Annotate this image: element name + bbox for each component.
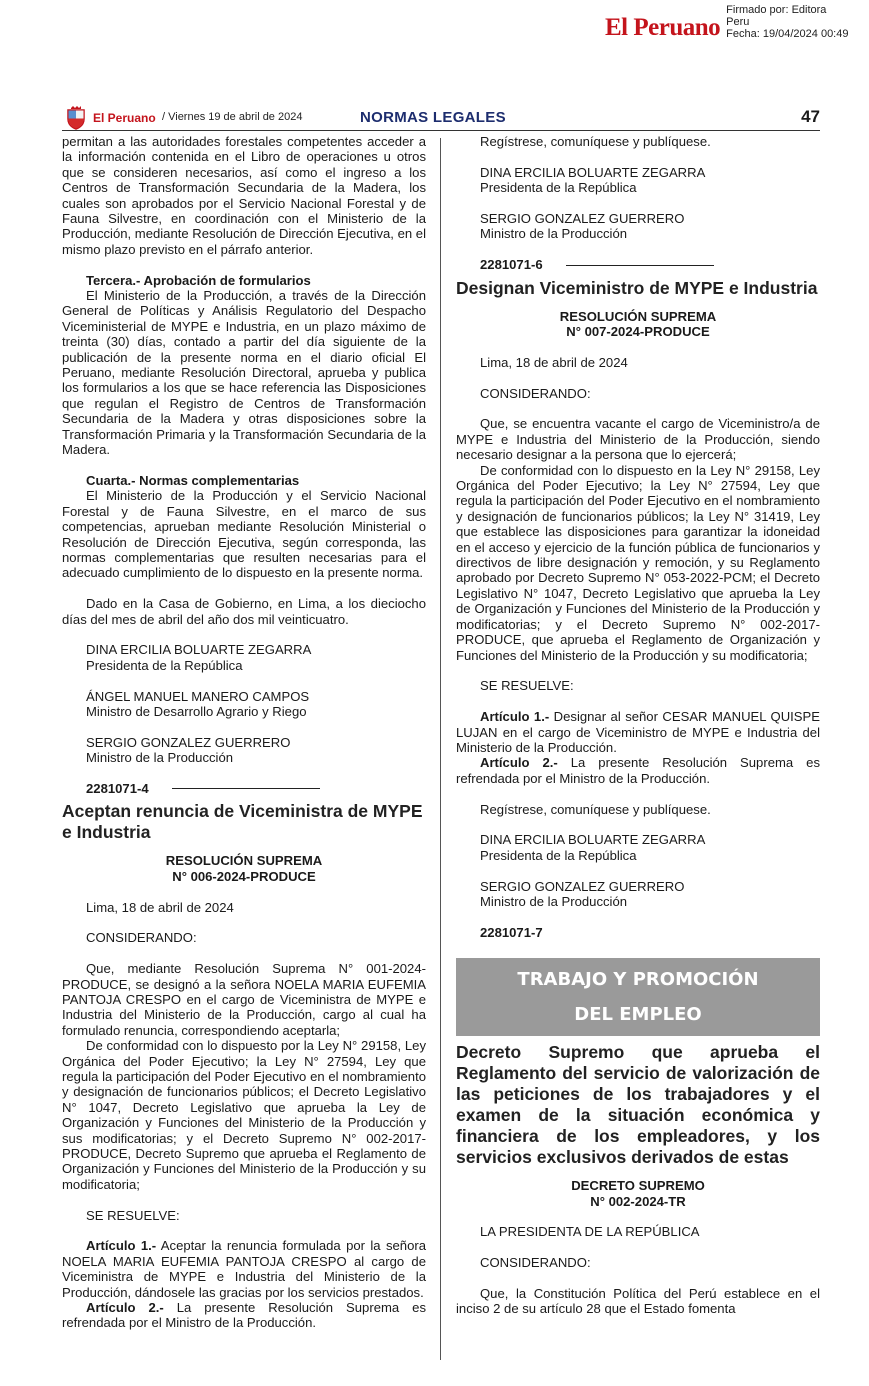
resuelve-label: SE RESUELVE: xyxy=(480,678,574,694)
header-brand: El Peruano xyxy=(93,111,156,125)
considerando-label: CONSIDERANDO: xyxy=(480,385,591,401)
paragraph: permitan a las autoridades forestales competentes acceder a la información contenida en el Libro de operaciones u otros que se consideren necesarios, así como el ingreso a los Centros de Transformación Secundaria de la Madera, los cuales son aprobados por el Servicio Nacional Forestal y de Fauna Silvestre, en coordinación con el Ministerio de la Producción, mediante Resolución de Dirección Ejecutiva, en el mismo plazo previsto en el párrafo anterior. xyxy=(62,134,426,257)
signatory-name: DINA ERCILIA BOLUARTE ZEGARRA xyxy=(480,164,706,180)
signature-line-1: Firmado por: Editora xyxy=(726,4,827,16)
article-text: La presente Resolución Suprema es refrendada por el Ministro de la Producción. xyxy=(62,1300,426,1331)
article-title: Designan Viceministro de MYPE e Industria xyxy=(456,277,818,298)
column-divider xyxy=(440,138,441,1360)
paragraph: De conformidad con lo dispuesto por la Ley N° 29158, Ley Orgánica del Poder Ejecutivo; la Ley N° 27594, Ley que regula la participación del Poder Ejecutivo en el nombramiento y designación de funcionarios públicos; el Decreto Legislativo N° 1047, Decreto Legislativo que aprueba la Ley de Organización y Funciones del Ministerio de la Producción y sus modificatorias; y el Decreto Supremo N° 002-2017-PRODUCE, Decreto Supremo que aprueba el Reglamento de Organización y Funciones del Ministerio de la Producción y su modificatoria; xyxy=(62,1038,426,1192)
coat-of-arms-icon xyxy=(65,106,87,130)
publication-code: 2281071-4 xyxy=(86,780,149,796)
article-title: Aceptan renuncia de Viceministra de MYPE e Industria xyxy=(62,801,423,843)
presidenta-label: LA PRESIDENTA DE LA REPÚBLICA xyxy=(480,1224,700,1240)
section-banner-line: DEL EMPLEO xyxy=(574,1004,702,1026)
decree-label: DECRETO SUPREMO xyxy=(571,1178,705,1194)
publication-code: 2281071-6 xyxy=(480,257,543,273)
signature-line-2: Peru xyxy=(726,16,750,28)
page-number: 47 xyxy=(801,107,820,126)
signatory-name: DINA ERCILIA BOLUARTE ZEGARRA xyxy=(86,642,312,658)
article-label: Artículo 1.- xyxy=(86,1238,157,1254)
header-section-title: NORMAS LEGALES xyxy=(360,109,506,126)
paragraph: El Ministerio de la Producción y el Servicio Nacional Forestal y de Fauna Silvestre, en el marco de sus competencias, aprueban mediante Resolución Ministerial o Resolución de Dirección Ejecutiva, según corresponda, las normas complementarias que resulten necesarias para el adecuado cumplimiento de lo dispuesto en la presente norma. xyxy=(62,488,426,581)
article-text: Designar al señor CESAR MANUEL QUISPE LUJAN en el cargo de Viceministro de MYPE e Industria del Ministerio de la Producción. xyxy=(456,709,820,755)
paragraph: Dado en la Casa de Gobierno, en Lima, a los dieciocho días del mes de abril del año dos mil veinticuatro. xyxy=(62,596,426,627)
header-date: / Viernes 19 de abril de 2024 xyxy=(162,111,303,123)
signatory-name: ÁNGEL MANUEL MANERO CAMPOS xyxy=(86,688,310,704)
closing-formula: Regístrese, comuníquese y publíquese. xyxy=(480,801,711,817)
signatory-role: Presidenta de la República xyxy=(480,847,637,863)
closing-formula: Regístrese, comuníquese y publíquese. xyxy=(480,134,711,149)
resolution-date: Lima, 18 de abril de 2024 xyxy=(480,354,628,370)
signatory-role: Ministro de Desarrollo Agrario y Riego xyxy=(86,703,307,719)
paragraph: El Ministerio de la Producción, a través de la Dirección General de Políticas y Análisis Regulatorio del Despacho Viceministerial de MYPE e Industria, en un plazo máximo de treinta (30) días, contado a partir del día siguiente de la publicación de la presente norma en el diario oficial El Peruano, mediante Resolución Directoral, aprueba y publica los formularios a los que se hace referencia las Disposiciones que regulan el Registro de Centros de Transformación Secundaria de la Madera y otras disposiciones sobre la Transformación Primaria y la Transformación Secundaria de la Madera. xyxy=(62,288,426,458)
resolution-number: N° 006-2024-PRODUCE xyxy=(172,868,316,884)
signatory-name: DINA ERCILIA BOLUARTE ZEGARRA xyxy=(480,832,706,848)
article-label: Artículo 2.- xyxy=(480,755,558,771)
article-paragraph xyxy=(62,1238,426,1300)
article-paragraph xyxy=(62,1300,426,1331)
section-banner xyxy=(456,958,820,1036)
resolution-date: Lima, 18 de abril de 2024 xyxy=(86,899,234,915)
digital-signature-stamp xyxy=(605,4,848,42)
signatory-role: Ministro de la Producción xyxy=(480,226,628,242)
resolution-label: RESOLUCIÓN SUPREMA xyxy=(165,853,323,869)
separator-rule xyxy=(566,265,714,266)
left-column xyxy=(62,134,426,1331)
paragraph: Que, mediante Resolución Suprema N° 001-2024-PRODUCE, se designó a la señora NOELA MARIA EUFEMIA PANTOJA CRESPO en el cargo de Viceministra de MYPE e Industria del Ministerio de la Producción, cargo al cual ha formulado renuncia, correspondiendo aceptarla; xyxy=(62,961,426,1038)
resolution-number: N° 007-2024-PRODUCE xyxy=(566,324,710,340)
signatory-role: Presidenta de la República xyxy=(86,657,243,673)
signatory-role: Ministro de la Producción xyxy=(480,893,628,909)
paragraph: Que, la Constitución Política del Perú establece en el inciso 2 de su artículo 28 que el Estado fomenta xyxy=(456,1285,820,1317)
provision-heading: Cuarta.- Normas complementarias xyxy=(86,472,300,488)
resuelve-label: SE RESUELVE: xyxy=(86,1207,180,1223)
publication-code: 2281071-7 xyxy=(480,924,543,940)
signatory-role: Presidenta de la República xyxy=(480,180,637,196)
signatory-name: SERGIO GONZALEZ GUERRERO xyxy=(480,878,685,894)
provision-heading: Tercera.- Aprobación de formularios xyxy=(86,272,311,288)
article-paragraph xyxy=(456,755,820,786)
page-header xyxy=(62,104,820,131)
separator-rule xyxy=(172,788,320,789)
decree-number: N° 002-2024-TR xyxy=(590,1193,686,1209)
article-paragraph xyxy=(456,709,820,755)
article-text: La presente Resolución Suprema es refrendada por el Ministro de la Producción. xyxy=(456,755,820,786)
article-label: Artículo 1.- xyxy=(480,709,550,725)
article-text: Aceptar la renuncia formulada por la señora NOELA MARIA EUFEMIA PANTOJA CRESPO al cargo de Viceministra de MYPE e Industria del Ministerio de la Producción, dándosele las gracias por los servicios prestados. xyxy=(62,1238,426,1300)
signatory-name: SERGIO GONZALEZ GUERRERO xyxy=(480,211,685,226)
el-peruano-logo: El Peruano xyxy=(605,14,721,41)
paragraph: De conformidad con lo dispuesto en la Ley N° 29158, Ley Orgánica del Poder Ejecutivo; la Ley N° 27594, Ley que regula la participación del Poder Ejecutivo en el nombramiento y designación de funcionarios públicos; la Ley N° 31419, Ley que establece las disposiciones para garantizar la idoneidad en el acceso y ejercicio de la función pública de funcionarios y directivos de libre designación y remoción, y su Reglamento aprobado por Decreto Supremo N° 053-2022-PCM; el Decreto Legislativo N° 1047, Decreto Legislativo que aprueba la Ley de Organización y Funciones del Ministerio de la Producción y modificatorias; y el Decreto Supremo N° 002-2017-PRODUCE, que aprueba el Reglamento de Organización y Funciones del Ministerio de la Producción y su modificatoria; xyxy=(456,462,820,663)
considerando-label: CONSIDERANDO: xyxy=(86,930,197,946)
signature-line-3: Fecha: 19/04/2024 00:49 xyxy=(726,28,849,40)
section-banner-line: TRABAJO Y PROMOCIÓN xyxy=(517,969,759,991)
signature-details xyxy=(726,4,848,40)
paragraph: Que, se encuentra vacante el cargo de Viceministro/a de MYPE e Industria del Ministerio de la Producción, siendo necesario designar a la persona que lo ejercerá; xyxy=(456,416,820,463)
signatory-name: SERGIO GONZALEZ GUERRERO xyxy=(86,734,291,750)
resolution-label: RESOLUCIÓN SUPREMA xyxy=(559,308,717,324)
signatory-role: Ministro de la Producción xyxy=(86,750,234,766)
considerando-label: CONSIDERANDO: xyxy=(480,1255,591,1271)
decree-title: Decreto Supremo que aprueba el Reglamento del servicio de valorización de las peticiones de los trabajadores y el examen de la situación económica y financiera de los empleadores, y los servicios exclusivos derivados de estas xyxy=(456,1042,820,1168)
article-label: Artículo 2.- xyxy=(86,1300,164,1316)
right-column xyxy=(456,134,820,1317)
